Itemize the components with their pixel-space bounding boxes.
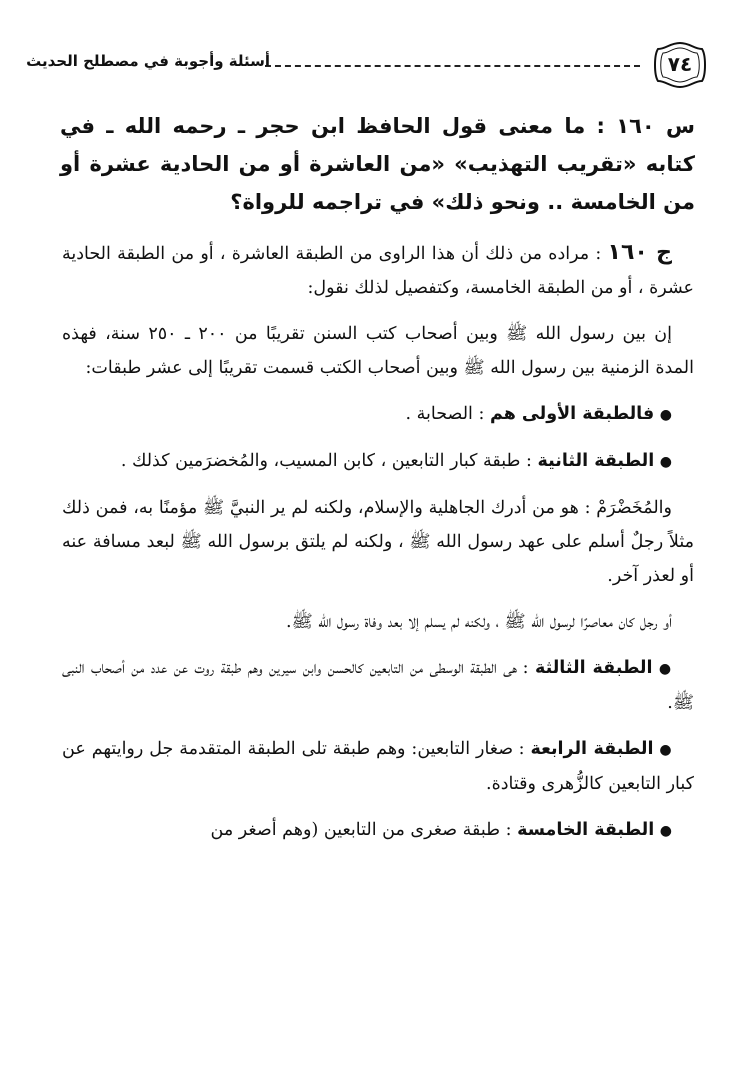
tabaqa-1-text: : الصحابة . (405, 404, 485, 424)
paragraph-timespan: إن بين رسول الله ﷺ وبين أصحاب كتب السنن تقريبًا من ٢٠٠ ـ ٢٥٠ سنة، فهذه المدة الزمنية بين رسول الله ﷺ وبين أصحاب الكتب قسمت تقريبًا إلى عشر طبقات: (62, 324, 694, 378)
page-number: ٧٤ (667, 52, 693, 76)
page-header (26, 38, 710, 94)
paragraph-contemporary: أو رجل كان معاصرًا لرسول الله ﷺ ، ولكنه لم يسلم إلا بعد وفاة رسول الله ﷺ. (286, 612, 672, 632)
running-title: أسئلة وأجوبة في مصطلح الحديث (26, 52, 270, 70)
bullet-icon: ● (659, 742, 672, 758)
tabaqa-2-text: : طبقة كبار التابعين ، كابن المسيب، والمُخضرَمين كذلك . (120, 451, 532, 471)
tabaqa-1-label: فالطبقة الأولى هم (489, 404, 655, 424)
bullet-icon: ● (659, 454, 672, 470)
bullet-icon: ● (658, 661, 672, 677)
paragraph-mukhadram: والمُخَضْرَمْ : هو من أدرك الجاهلية والإسلام، ولكنه لم ير النبيَّ ﷺ مؤمنًا به، فمن ذلك مثلاً رجلٌ أسلم على عهد رسول الله ﷺ ، ولكنه لم يلتق برسول الله ﷺ لبعد مسافة عنه أو لعذر آخر. (62, 498, 694, 586)
tabaqa-3-label: الطبقة الثالثة (534, 658, 653, 678)
tabaqa-4 (62, 732, 694, 801)
page-number-badge (650, 40, 710, 90)
answer-intro (62, 236, 694, 305)
tabaqa-5-text: : طبقة صغرى من التابعين (وهم أصغر من (210, 820, 512, 840)
tabaqa-3 (62, 651, 694, 720)
tabaqa-5 (62, 813, 694, 848)
question-text: س ١٦٠ : ما معنى قول الحافظ ابن حجر ـ رحمه الله ـ في كتابه «تقريب التهذيب» «من العاشرة أو من الحادية عشرة أو من الخامسة .. ونحو ذلك» في تراجمه للرواة؟ (60, 114, 696, 214)
answer-label: ج ١٦٠ (607, 240, 672, 265)
tabaqa-4-label: الطبقة الرابعة (530, 739, 654, 759)
answer-body (62, 236, 694, 860)
tabaqa-2-label: الطبقة الثانية (537, 451, 655, 471)
tabaqa-3-text: : هى الطبقة الوسطى من التابعين كالحسن وابن سيرين وهم طبقة روت عن عدد من أصحاب النبى ﷺ. (62, 658, 694, 713)
header-divider (265, 65, 640, 67)
answer-intro-text: : مراده من ذلك أن هذا الراوى من الطبقة العاشرة ، أو من الطبقة الحادية عشرة ، أو من الطبقة الخامسة، وكتفصيل لذلك نقول: (62, 244, 694, 298)
tabaqa-2 (62, 444, 694, 479)
bullet-icon: ● (659, 407, 672, 423)
tabaqa-4-text: : صغار التابعين: وهم طبقة تلى الطبقة المتقدمة جل روايتهم عن كبار التابعين كالزُّهرى وقتادة. (62, 739, 694, 794)
bullet-icon: ● (659, 823, 672, 839)
tabaqa-1 (62, 397, 694, 432)
tabaqa-5-label: الطبقة الخامسة (517, 820, 655, 840)
